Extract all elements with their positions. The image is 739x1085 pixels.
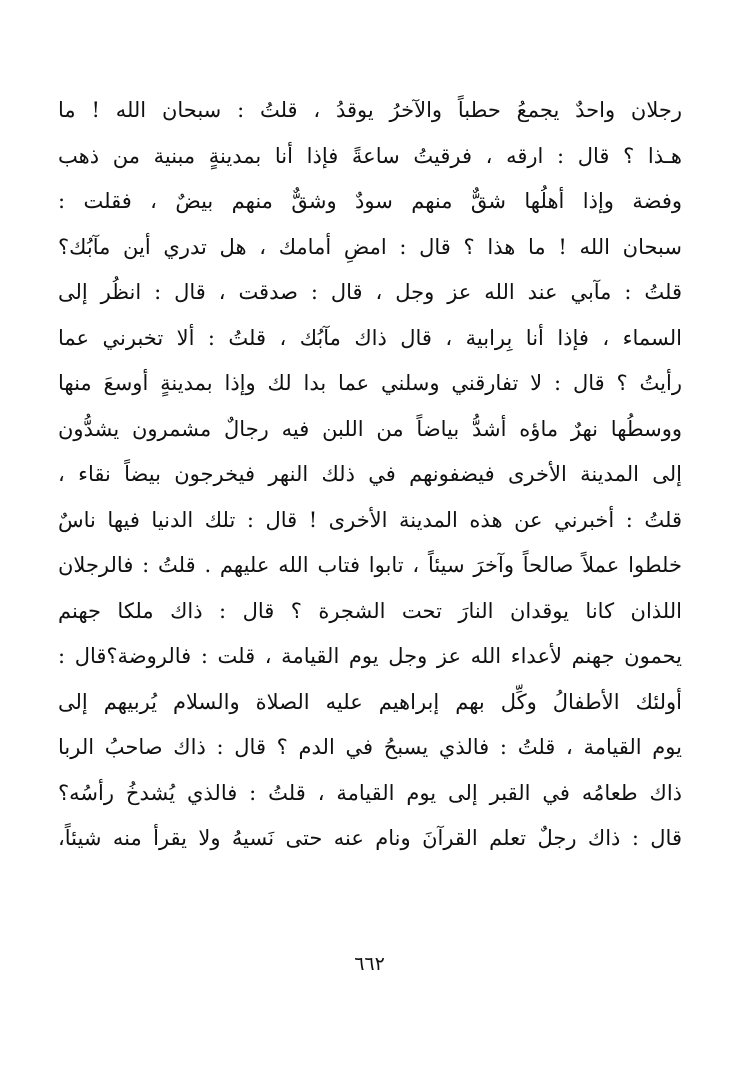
body-text bbox=[58, 88, 682, 862]
text-line: سبحان الله ! ما هذا ؟ قال : امضِ أمامك ، هل تدري أين مآبُك؟ bbox=[58, 234, 682, 259]
text-line: قال : ذاك رجلٌ تعلم القرآنَ ونام عنه حتى نَسيهُ ولا يقرأ منه شيئاً، bbox=[58, 826, 682, 850]
text-line: ووسطُها نهرٌ ماؤه أشدُّ بياضاً من اللبن فيه رجالٌ مشمرون يشدُّون bbox=[58, 416, 682, 441]
text-line: يحمون جهنم لأعداء الله عز وجل يوم القيامة ، قلت : فالروضة؟قال : bbox=[58, 644, 682, 668]
text-line: اللذان كانا يوقدان النارَ تحت الشجرة ؟ قال : ذاك ملكا جهنم bbox=[58, 598, 682, 623]
text-line: هـذا ؟ قال : ارقه ، فرقيتُ ساعةً فإذا أنا بمدينةٍ مبنية من ذهب bbox=[58, 143, 682, 168]
text-line: السماء ، فإذا أنا بِرابية ، قال ذاك مآبُك ، قلتُ : ألا تخبرني عما bbox=[58, 325, 682, 350]
text-line: قلتُ : مآبي عند الله عز وجل ، قال : صدقت ، قال : انظُر إلى bbox=[58, 280, 682, 304]
text-line: رجلان واحدٌ يجمعُ حطباً والآخرُ يوقدُ ، قلتُ : سبحان الله ! ما bbox=[58, 98, 682, 122]
text-line: رأيتُ ؟ قال : لا تفارقني وسلني عما بدا لك وإذا بمدينةٍ أوسعَ منها bbox=[58, 371, 682, 395]
text-line: خلطوا عملاً صالحاً وآخرَ سيئاً ، تابوا فتاب الله عليهم . قلتُ : فالرجلان bbox=[58, 553, 682, 577]
text-line: يوم القيامة ، قلتُ : فالذي يسبحُ في الدم ؟ قال : ذاك صاحبُ الربا bbox=[58, 735, 682, 759]
text-line: وفضة وإذا أهلُها شقٌّ منهم سودٌ وشقٌّ منهم بيضٌ ، فقلت : bbox=[58, 189, 682, 213]
text-line: قلتُ : أخبرني عن هذه المدينة الأخرى ! قال : تلك الدنيا فيها ناسٌ bbox=[58, 507, 682, 532]
text-line: ذاك طعامُه في القبر إلى يوم القيامة ، قلتُ : فالذي يُشدخُ رأسُه؟ bbox=[58, 780, 682, 805]
text-line: إلى المدينة الأخرى فيضفونهم في ذلك النهر فيخرجون بيضاً نقاء ، bbox=[58, 462, 682, 486]
text-line: أولئك الأطفالُ وكِّل بهم إبراهيم عليه الصلاة والسلام يُربيهم إلى bbox=[58, 689, 682, 714]
page-number: ٦٦٢ bbox=[354, 953, 385, 975]
